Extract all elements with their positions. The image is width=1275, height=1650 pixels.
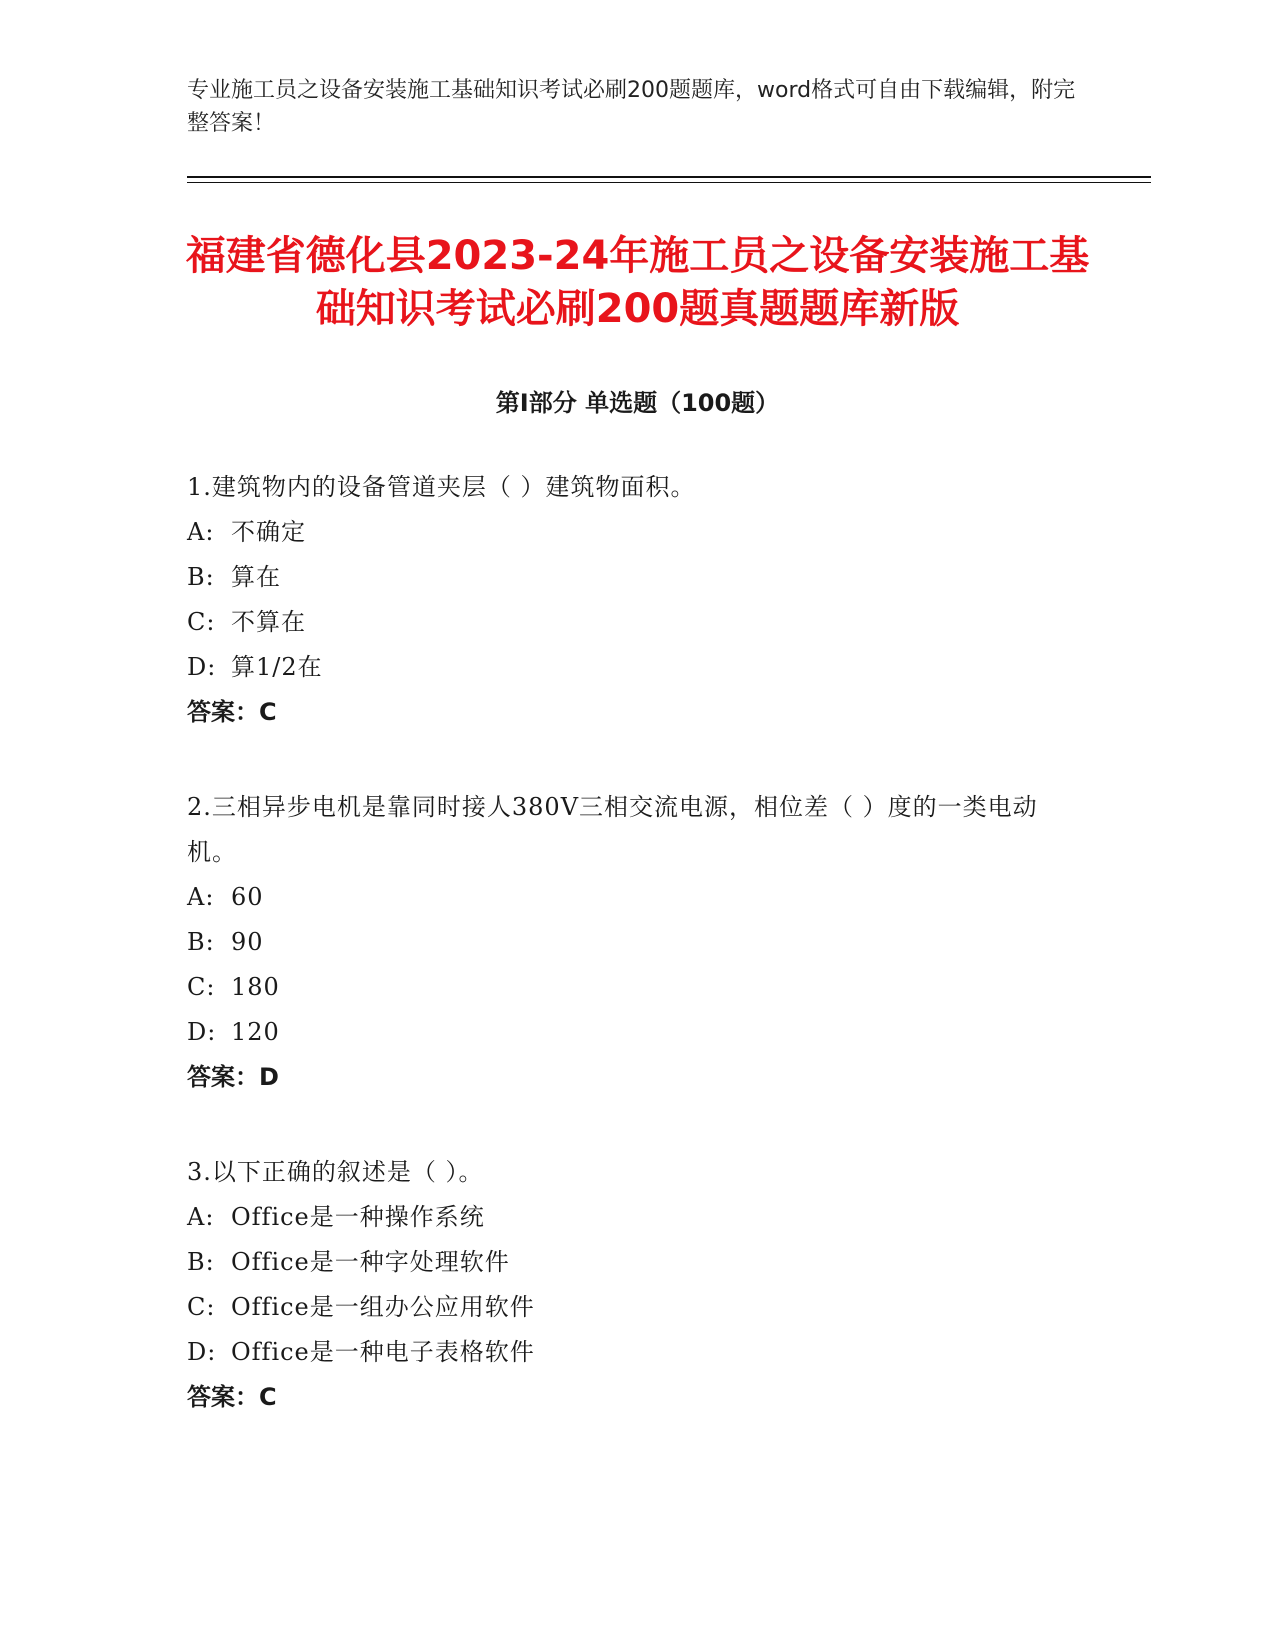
option-letter: B:	[187, 928, 215, 956]
option-letter: D:	[187, 653, 217, 681]
option-text: 算在	[231, 563, 281, 591]
option-c	[187, 1285, 1087, 1330]
option-c	[187, 965, 1087, 1010]
option-text: Office是一种字处理软件	[231, 1248, 510, 1276]
answer: 答案：C	[187, 1383, 277, 1411]
question-2	[187, 785, 1087, 1100]
option-letter: B:	[187, 563, 215, 591]
header-divider-thin	[187, 182, 1151, 183]
answer: 答案：D	[187, 1063, 279, 1091]
option-c	[187, 600, 1087, 645]
question-stem: 2.三相异步电机是靠同时接人380V三相交流电源，相位差（ ）度的一类电动机。	[187, 793, 1038, 866]
option-b	[187, 555, 1087, 600]
option-a	[187, 510, 1087, 555]
option-letter: C:	[187, 1293, 216, 1321]
option-text: Office是一组办公应用软件	[231, 1293, 535, 1321]
option-letter: D:	[187, 1338, 217, 1366]
section-heading: 第Ⅰ部分 单选题（100题）	[495, 389, 780, 417]
option-b	[187, 1240, 1087, 1285]
option-a	[187, 875, 1087, 920]
question-stem: 1.建筑物内的设备管道夹层（ ）建筑物面积。	[187, 473, 696, 501]
option-text: 不确定	[231, 518, 306, 546]
question-stem: 3.以下正确的叙述是（ ）。	[187, 1158, 484, 1186]
option-text: 算1/2在	[231, 653, 323, 681]
option-letter: D:	[187, 1018, 217, 1046]
option-a	[187, 1195, 1087, 1240]
option-text: 60	[231, 883, 264, 911]
option-letter: B:	[187, 1248, 215, 1276]
header-note: 专业施工员之设备安装施工基础知识考试必刷200题题库，word格式可自由下载编辑，附完整答案！	[187, 78, 1076, 136]
option-b	[187, 920, 1087, 965]
option-text: 120	[231, 1018, 280, 1046]
option-letter: C:	[187, 608, 216, 636]
option-text: 90	[231, 928, 264, 956]
option-text: 180	[231, 973, 280, 1001]
question-3	[187, 1150, 1087, 1420]
header-divider-thick	[187, 176, 1151, 178]
question-1	[187, 465, 1087, 735]
document-title: 福建省德化县2023-24年施工员之设备安装施工基础知识考试必刷200题真题题库新版	[185, 233, 1090, 332]
option-letter: A:	[187, 518, 215, 546]
option-d	[187, 1010, 1087, 1055]
answer: 答案：C	[187, 698, 277, 726]
option-text: Office是一种电子表格软件	[231, 1338, 535, 1366]
option-text: 不算在	[231, 608, 306, 636]
option-d	[187, 645, 1087, 690]
option-letter: C:	[187, 973, 216, 1001]
option-text: Office是一种操作系统	[231, 1203, 485, 1231]
option-d	[187, 1330, 1087, 1375]
option-letter: A:	[187, 883, 215, 911]
option-letter: A:	[187, 1203, 215, 1231]
